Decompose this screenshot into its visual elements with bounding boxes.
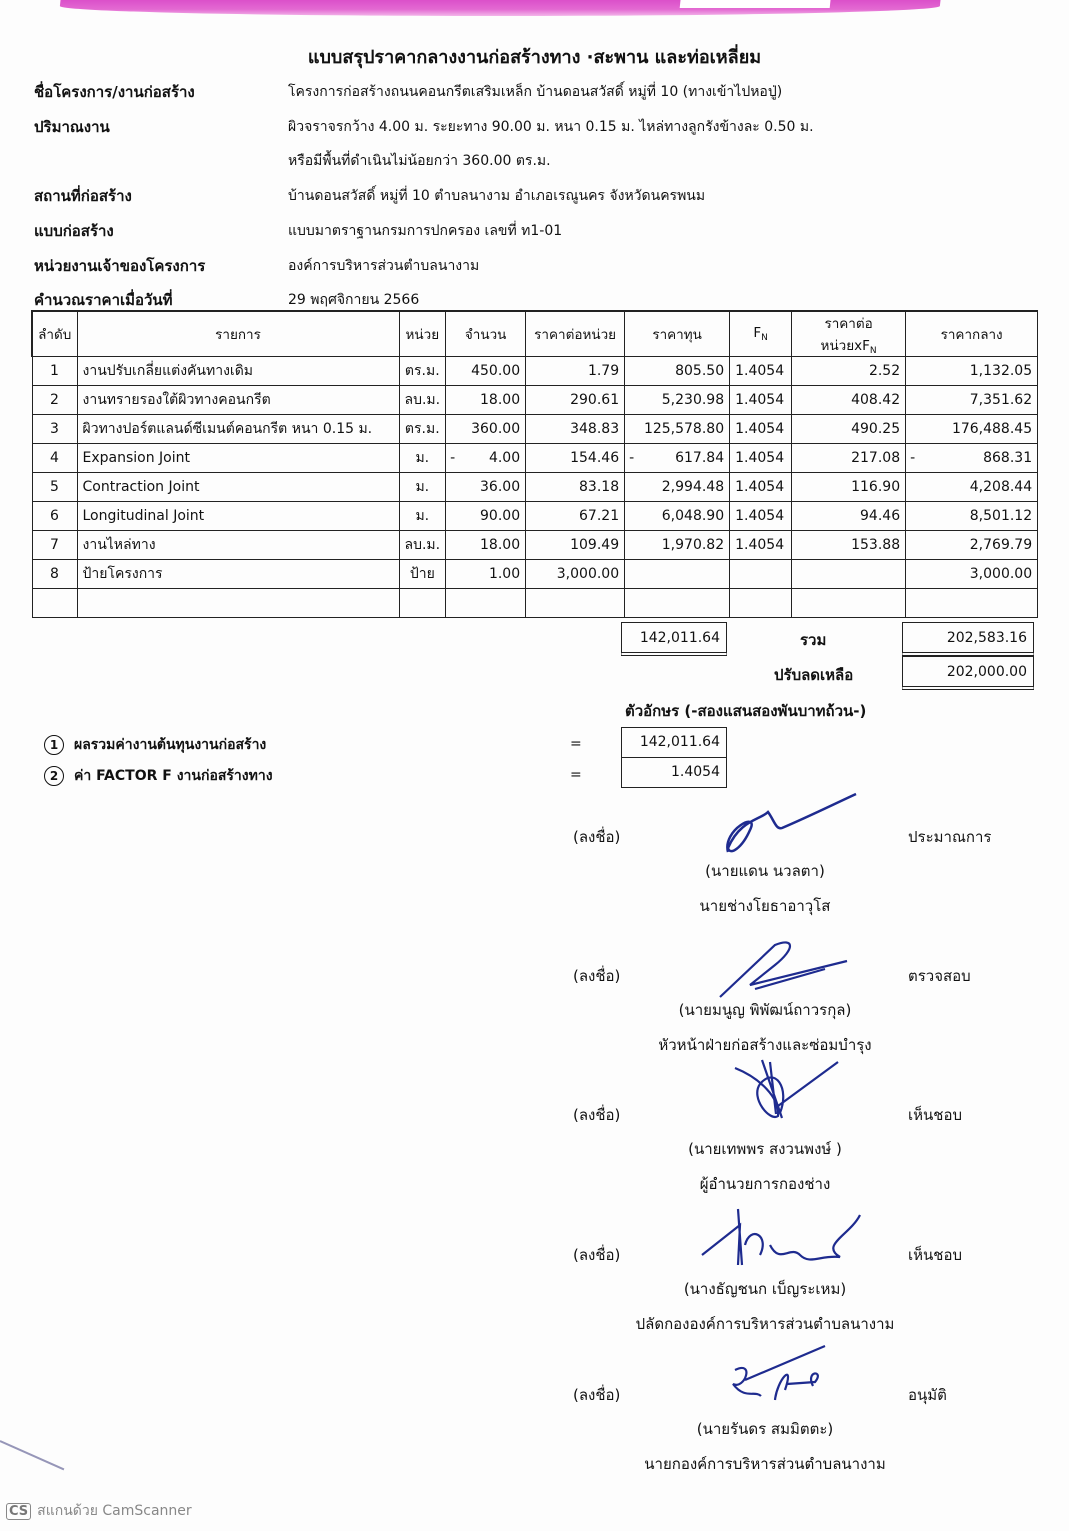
pink-tape-decoration — [59, 0, 941, 16]
cell-qty — [446, 531, 526, 560]
cell-fn — [730, 531, 792, 560]
signer-name: (นายรันดร สมมิตตะ) — [696, 1420, 834, 1438]
header-fn: $F_N$ — [730, 311, 792, 357]
signature-role: เห็นชอบ — [908, 1106, 962, 1124]
cell-qty — [446, 502, 526, 531]
cell-value: งานไหล่ทาง — [82, 537, 156, 553]
signature-role: ตรวจสอบ — [908, 967, 971, 985]
cell-unit-price — [526, 357, 625, 386]
cell-fn — [730, 386, 792, 415]
cell-unit — [399, 357, 446, 386]
cell-no — [32, 531, 77, 560]
cell-mid-price — [906, 357, 1038, 386]
cell-unit — [399, 386, 446, 415]
cell-value: 1.4054 — [735, 421, 785, 437]
summary-item-1 — [44, 734, 266, 756]
cell-value: 4,208.44 — [969, 479, 1033, 495]
info-value-location: บ้านดอนสวัสดิ์ หมู่ที่ 10 ตำบลนางาม อำเภอเรณูนคร จังหวัดนครพนม — [288, 188, 706, 204]
summary-value-cost: 142,011.64 — [621, 727, 727, 758]
cell-value: 2,769.79 — [969, 537, 1033, 553]
cell-cost — [625, 502, 730, 531]
cell-no — [32, 444, 77, 473]
header-unit-price: ราคาต่อหน่วย — [526, 311, 625, 357]
cell-value: ลบ.ม. — [404, 392, 441, 408]
cell-value: 36.00 — [480, 479, 521, 495]
cell-value: 1.4054 — [735, 450, 785, 466]
cell-value: 3,000.00 — [969, 566, 1033, 582]
cell-value: 4 — [50, 450, 59, 466]
cell-value: ตร.ม. — [404, 363, 440, 379]
cell-no — [32, 415, 77, 444]
cell-value: 1.4054 — [735, 392, 785, 408]
info-label-project: ชื่อโครงการ/งานก่อสร้าง — [34, 83, 195, 101]
cell-value: ผิวทางปอร์ตแลนด์ซีเมนต์คอนกรีต หนา 0.15 ม. — [82, 421, 373, 437]
cell-value: 2,994.48 — [661, 479, 725, 495]
camscanner-text: สแกนด้วย CamScanner — [37, 1503, 192, 1519]
cell-value: 4.00 — [488, 450, 521, 466]
cell-mid-price — [906, 473, 1038, 502]
cell-no — [32, 357, 77, 386]
cell-mid-price — [906, 415, 1038, 444]
table-empty-row — [32, 589, 1038, 618]
cell-unit-fn — [792, 560, 906, 589]
cell-value: 3 — [50, 421, 59, 437]
cell-value: 90.00 — [480, 508, 521, 524]
cell-no — [32, 386, 77, 415]
total-label: รวม — [800, 631, 827, 649]
cell-value: งานปรับเกลี่ยแต่งคันทางเดิม — [82, 363, 254, 379]
cell-value: ม. — [415, 479, 430, 495]
signer-position: ผู้อำนวยการกองช่าง — [699, 1175, 831, 1193]
cell-value: 1,132.05 — [969, 363, 1033, 379]
signature-mark-3 — [730, 1058, 840, 1123]
cell-cost — [625, 473, 730, 502]
cell-unit — [399, 444, 446, 473]
cell-cost — [625, 357, 730, 386]
cell-no — [32, 560, 77, 589]
document-title: แบบสรุปราคากลางงานก่อสร้างทาง ·สะพาน และท่อเหลี่ยม — [307, 47, 762, 68]
cell-value: 7,351.62 — [969, 392, 1033, 408]
cell-fn — [730, 502, 792, 531]
signature-label: (ลงชื่อ) — [573, 967, 621, 985]
summary-item-2 — [44, 765, 273, 787]
cell-value: งานทรายรองใต้ผิวทางคอนกรีต — [82, 392, 271, 408]
adjusted-value: 202,000.00 — [902, 656, 1034, 690]
cell-value: 2 — [50, 392, 59, 408]
cell-value: 8 — [50, 566, 59, 582]
cell-mid-price — [906, 560, 1038, 589]
cell-unit-price — [526, 415, 625, 444]
cell-value: 2.52 — [868, 363, 901, 379]
cell-unit-fn — [792, 386, 906, 415]
cell-item — [77, 560, 399, 589]
cell-unit-price — [526, 386, 625, 415]
adjusted-label: ปรับลดเหลือ — [774, 666, 854, 684]
equals-sign: = — [570, 767, 582, 783]
table-row — [32, 473, 1038, 502]
signer-position: หัวหน้าฝ่ายก่อสร้างและซ่อมบำรุง — [658, 1036, 872, 1054]
scan-artifact-line — [0, 1440, 64, 1470]
header-no: ลำดับ — [32, 311, 77, 357]
cell-value: 290.61 — [570, 392, 620, 408]
cell-cost — [625, 386, 730, 415]
cell-item — [77, 502, 399, 531]
cell-value: 868.31 — [983, 450, 1033, 466]
table-row — [32, 415, 1038, 444]
cell-mid-price — [906, 502, 1038, 531]
signature-mark-2 — [715, 935, 855, 1005]
camscanner-logo-icon: CS — [6, 1503, 31, 1520]
cell-unit-price — [526, 560, 625, 589]
cell-qty — [446, 473, 526, 502]
cell-item — [77, 473, 399, 502]
circle-number-icon: 2 — [44, 766, 64, 786]
signature-label: (ลงชื่อ) — [573, 1386, 621, 1404]
cell-value: 1.4054 — [735, 508, 785, 524]
cell-cost — [625, 560, 730, 589]
cell-cost — [625, 415, 730, 444]
cell-qty — [446, 444, 526, 473]
cell-unit-price — [526, 502, 625, 531]
header-qty: จำนวน — [446, 311, 526, 357]
header-unit: หน่วย — [399, 311, 446, 357]
info-value-project: โครงการก่อสร้างถนนคอนกรีตเสริมเหล็ก บ้านดอนสวัสดิ์ หมู่ที่ 10 (ทางเข้าไปหอปู่) — [288, 84, 783, 100]
cell-unit-fn — [792, 531, 906, 560]
table-row — [32, 560, 1038, 589]
cell-value: 408.42 — [851, 392, 901, 408]
cell-value: 1.4054 — [735, 537, 785, 553]
table-row — [32, 444, 1038, 473]
cell-value: 109.49 — [570, 537, 620, 553]
cell-value: 1,970.82 — [661, 537, 725, 553]
signer-name: (นายเทพพร สงวนพงษ์ ) — [688, 1140, 842, 1158]
cell-unit-fn — [792, 415, 906, 444]
cell-value: ม. — [415, 508, 430, 524]
cell-unit-price — [526, 473, 625, 502]
cell-cost — [625, 444, 730, 473]
cell-value: 1 — [50, 363, 59, 379]
info-label-owner: หน่วยงานเจ้าของโครงการ — [34, 257, 206, 275]
cell-value: ม. — [415, 450, 430, 466]
signer-position: นายช่างโยธาอาวุโส — [699, 897, 831, 915]
cell-value: ป้ายโครงการ — [82, 566, 163, 582]
cell-value: 154.46 — [570, 450, 620, 466]
cell-fn — [730, 444, 792, 473]
signature-mark-5 — [725, 1340, 835, 1410]
cell-qty — [446, 386, 526, 415]
cell-value: 153.88 — [851, 537, 901, 553]
cell-value: 8,501.12 — [969, 508, 1033, 524]
signature-mark-4 — [700, 1205, 870, 1275]
cell-value: 94.46 — [860, 508, 901, 524]
price-table — [31, 310, 1038, 618]
dash-mark: - — [629, 450, 635, 466]
summary-label: ผลรวมค่างานต้นทุนงานก่อสร้าง — [74, 737, 267, 753]
summary-label: ค่า FACTOR F งานก่อสร้างทาง — [74, 768, 273, 784]
cell-unit — [399, 502, 446, 531]
cell-unit — [399, 560, 446, 589]
signature-mark-1 — [720, 790, 860, 860]
cell-unit-price — [526, 444, 625, 473]
info-value-date: 29 พฤศจิกายน 2566 — [288, 292, 420, 308]
cell-value: 67.21 — [579, 508, 620, 524]
amount-in-words: ตัวอักษร (-สองแสนสองพันบาทถ้วน-) — [625, 702, 867, 720]
cell-item — [77, 386, 399, 415]
cell-unit-fn — [792, 357, 906, 386]
cell-no — [32, 473, 77, 502]
signature-label: (ลงชื่อ) — [573, 1246, 621, 1264]
signer-name: (นายมนูญ พิพัฒน์ถาวรกุล) — [678, 1001, 852, 1019]
info-label-quantity: ปริมาณงาน — [34, 118, 110, 136]
summary-value-factor: 1.4054 — [621, 757, 727, 788]
cell-value: 7 — [50, 537, 59, 553]
table-row — [32, 531, 1038, 560]
cell-mid-price — [906, 386, 1038, 415]
info-value-area: หรือมีพื้นที่ดำเนินไม่น้อยกว่า 360.00 ตร.ม. — [288, 153, 551, 169]
cell-item — [77, 357, 399, 386]
cell-fn — [730, 357, 792, 386]
cell-value: 125,578.80 — [643, 421, 725, 437]
table-row — [32, 502, 1038, 531]
cell-value: 348.83 — [570, 421, 620, 437]
cell-value: 5,230.98 — [661, 392, 725, 408]
cell-value: 360.00 — [471, 421, 521, 437]
cell-value: ลบ.ม. — [404, 537, 441, 553]
info-value-owner: องค์การบริหารส่วนตำบลนางาม — [288, 258, 480, 274]
signature-label: (ลงชื่อ) — [573, 828, 621, 846]
cell-fn — [730, 473, 792, 502]
cell-cost — [625, 531, 730, 560]
signature-role: อนุมัติ — [908, 1386, 947, 1404]
cell-value: 6,048.90 — [661, 508, 725, 524]
signature-role: ประมาณการ — [908, 828, 992, 846]
equals-sign: = — [570, 736, 582, 752]
cell-value: 176,488.45 — [951, 421, 1033, 437]
info-label-design: แบบก่อสร้าง — [34, 222, 114, 240]
signer-position: ปลัดกององค์การบริหารส่วนตำบลนางาม — [635, 1315, 895, 1333]
cell-item — [77, 415, 399, 444]
signer-name: (นายแดน นวลตา) — [705, 862, 825, 880]
cell-value: 490.25 — [851, 421, 901, 437]
signature-label: (ลงชื่อ) — [573, 1106, 621, 1124]
total-cost: 142,011.64 — [621, 622, 727, 656]
cell-unit — [399, 415, 446, 444]
cell-value: 805.50 — [675, 363, 725, 379]
cell-value: 217.08 — [851, 450, 901, 466]
info-value-quantity: ผิวจราจรกว้าง 4.00 ม. ระยะทาง 90.00 ม. หนา 0.15 ม. ไหล่ทางลูกรังข้างละ 0.50 ม. — [288, 119, 814, 135]
header-item: รายการ — [77, 311, 399, 357]
table-row — [32, 357, 1038, 386]
header-mid-price: ราคากลาง — [906, 311, 1038, 357]
cell-value: 1.00 — [488, 566, 521, 582]
cell-value: Contraction Joint — [82, 479, 200, 495]
cell-value: 450.00 — [471, 363, 521, 379]
header-cost: ราคาทุน — [625, 311, 730, 357]
cell-value: ตร.ม. — [404, 421, 440, 437]
cell-mid-price — [906, 531, 1038, 560]
signature-role: เห็นชอบ — [908, 1246, 962, 1264]
cell-unit — [399, 473, 446, 502]
dash-mark: - — [450, 450, 456, 466]
info-label-location: สถานที่ก่อสร้าง — [34, 187, 132, 205]
cell-item — [77, 531, 399, 560]
circle-number-icon: 1 — [44, 735, 64, 755]
cell-qty — [446, 560, 526, 589]
cell-mid-price — [906, 444, 1038, 473]
cell-unit-fn — [792, 502, 906, 531]
table-row — [32, 386, 1038, 415]
cell-no — [32, 502, 77, 531]
info-label-date: คำนวณราคาเมื่อวันที่ — [34, 291, 173, 309]
cell-value: Expansion Joint — [82, 450, 190, 466]
cell-value: 18.00 — [480, 537, 521, 553]
cell-value: 1.79 — [587, 363, 620, 379]
cell-value: 5 — [50, 479, 59, 495]
dash-mark: - — [910, 450, 916, 466]
cell-qty — [446, 357, 526, 386]
table-header-row — [32, 311, 1038, 357]
signer-position: นายกองค์การบริหารส่วนตำบลนางาม — [644, 1455, 886, 1473]
cell-unit-price — [526, 531, 625, 560]
cell-value: 116.90 — [851, 479, 901, 495]
signer-name: (นางธัญชนก เบ็ญระเหม) — [683, 1280, 847, 1298]
cell-value: 1.4054 — [735, 363, 785, 379]
total-mid-price: 202,583.16 — [902, 622, 1034, 656]
header-unit-fn: ราคาต่อหน่วย$xF_N$ — [792, 311, 906, 357]
cell-qty — [446, 415, 526, 444]
cell-unit — [399, 531, 446, 560]
cell-fn — [730, 415, 792, 444]
cell-fn — [730, 560, 792, 589]
cell-value: 617.84 — [675, 450, 725, 466]
cell-value: 1.4054 — [735, 479, 785, 495]
cell-item — [77, 444, 399, 473]
cell-value: 18.00 — [480, 392, 521, 408]
camscanner-watermark — [6, 1500, 192, 1522]
info-value-design: แบบมาตราฐานกรมการปกครอง เลขที่ ท1-01 — [288, 223, 563, 239]
cell-value: 6 — [50, 508, 59, 524]
cell-value: ป้าย — [409, 566, 435, 582]
cell-value: 3,000.00 — [556, 566, 620, 582]
cell-unit-fn — [792, 444, 906, 473]
cell-unit-fn — [792, 473, 906, 502]
cell-value: 83.18 — [579, 479, 620, 495]
cell-value: Longitudinal Joint — [82, 508, 205, 524]
